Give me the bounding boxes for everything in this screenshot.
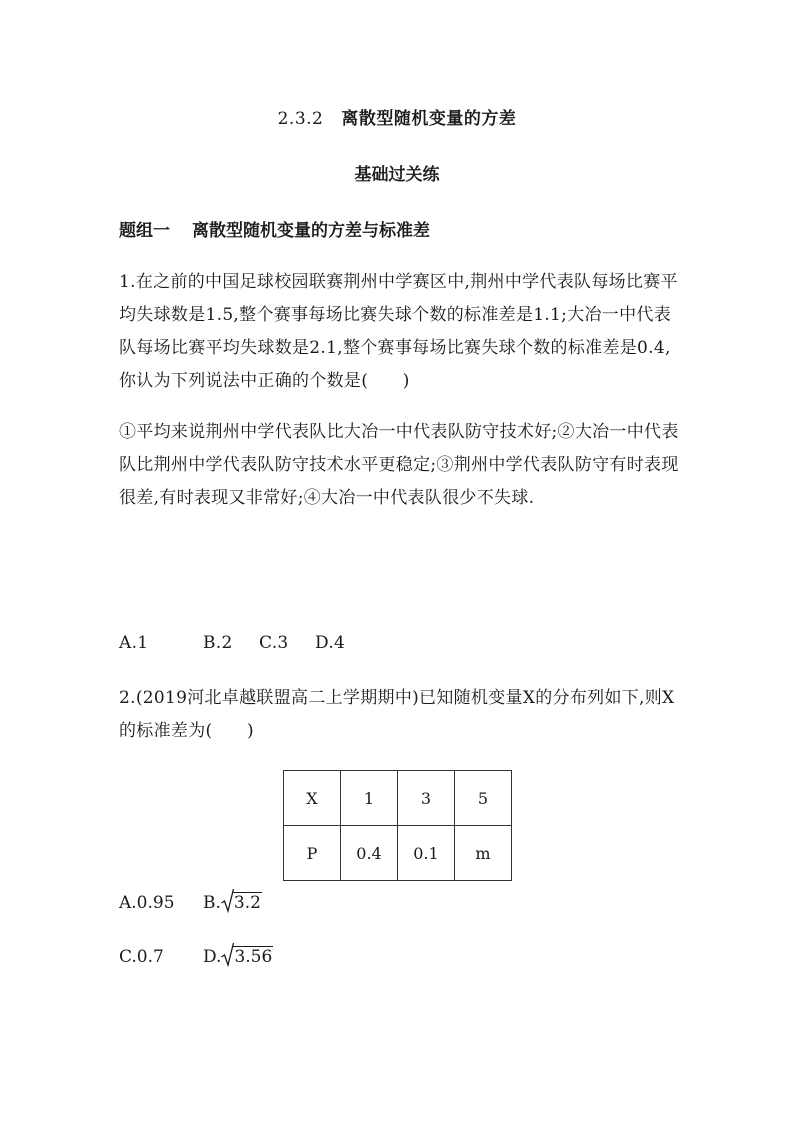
sqrt-expression	[221, 946, 273, 967]
choice-b: B.2	[203, 633, 233, 653]
question-2-stem: 2.(2019河北卓越联盟高二上学期期中)已知随机变量X的分布列如下,则X的标准差为( )	[119, 688, 675, 741]
table-cell: 3	[398, 771, 455, 826]
table-cell: 0.4	[341, 826, 398, 881]
table-cell: 1	[341, 771, 398, 826]
choice-d: D.4	[315, 633, 346, 653]
question-2-choices-cd	[119, 946, 273, 967]
page-title	[0, 104, 794, 129]
table-cell: 0.1	[398, 826, 455, 881]
choice-a: A.1	[119, 633, 149, 653]
table-cell: X	[284, 771, 341, 826]
table-cell: 5	[455, 771, 512, 826]
choice-c: C.3	[259, 633, 289, 653]
table-row	[284, 771, 512, 826]
choice-d-label: D.	[203, 947, 222, 967]
choice-c: C.0.7	[119, 947, 164, 967]
radicand: 3.2	[233, 893, 261, 913]
group-label: 题组一	[119, 221, 170, 241]
question-2-choices-ab	[119, 892, 262, 913]
radical-sign-icon	[221, 942, 234, 968]
question-group-heading	[119, 216, 430, 241]
question-1-choices	[119, 627, 681, 660]
radical-sign-icon	[221, 888, 234, 914]
group-title: 离散型随机变量的方差与标准差	[192, 221, 430, 241]
radicand: 3.56	[234, 947, 273, 967]
sqrt-expression	[221, 892, 262, 913]
choice-a: A.0.95	[119, 893, 175, 913]
table-cell: P	[284, 826, 341, 881]
table-cell: m	[455, 826, 512, 881]
page-subtitle: 基础过关练	[354, 165, 440, 185]
choice-b-label: B.	[203, 893, 221, 913]
question-1-statements: ①平均来说荆州中学代表队比大冶一中代表队防守技术好;②大冶一中代表队比荆州中学代表队防守技术水平更稳定;③荆州中学代表队防守有时表现很差,有时表现又非常好;④大冶一中代表队很少不失球.	[119, 422, 679, 508]
table-row	[284, 826, 512, 881]
question-1-stem: 1.在之前的中国足球校园联赛荆州中学赛区中,荆州中学代表队每场比赛平均失球数是1.5,整个赛事每场比赛失球个数的标准差是1.1;大冶一中代表队每场比赛平均失球数是2.1,整个赛事每场比赛失球个数的标准差是0.4,你认为下列说法中正确的个数是( )	[119, 272, 678, 391]
title-text: 离散型随机变量的方差	[341, 109, 517, 129]
distribution-table	[283, 770, 512, 881]
section-number: 2.3.2	[277, 109, 324, 129]
